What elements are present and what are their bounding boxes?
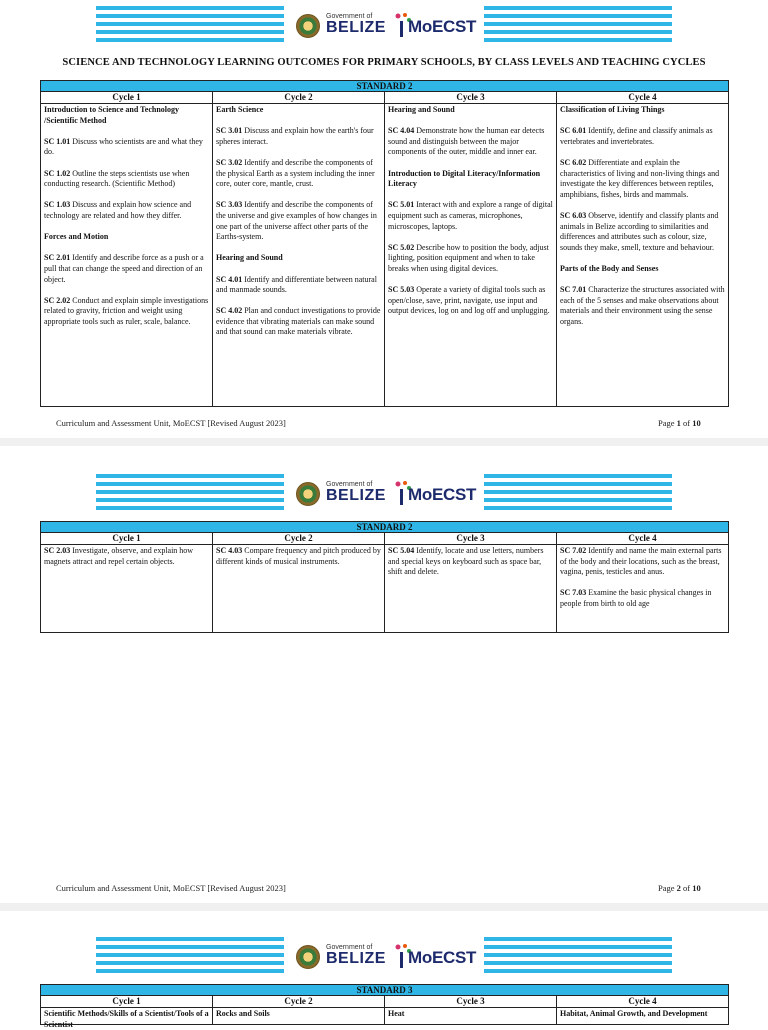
learning-outcome [388, 126, 553, 158]
outcome-cell [41, 545, 213, 633]
standard-heading: STANDARD 2 [41, 522, 729, 533]
document-page-3 [0, 905, 768, 1029]
outcome-cell [41, 104, 213, 407]
cycle-heading: Cycle 1 [41, 533, 213, 545]
outcome-code: SC 5.01 [388, 200, 415, 210]
outcome-cell [385, 104, 557, 407]
topic-heading: Hearing and Sound [388, 105, 455, 114]
learning-outcome [44, 253, 209, 285]
cycle-heading: Cycle 2 [213, 92, 385, 104]
cycle-heading: Cycle 3 [385, 92, 557, 104]
outcome-text: Identify and describe the components of the physical Earth as a system including the inner core, outer core, mantle, crust. [216, 157, 375, 189]
outcome-text: Conduct and explain simple investigations related to gravity, friction and weight using appropriate tools such as ruler, scale, balance. [44, 295, 209, 326]
learning-outcome [216, 200, 381, 242]
gov-big-text: BELIZE [326, 487, 386, 504]
cycle-heading: Cycle 4 [557, 996, 729, 1008]
gov-big-text: BELIZE [326, 950, 386, 967]
outcome-text: Identify, locate and use letters, numbers and special keys on keyboard such as space bar, shift and delete. [388, 546, 544, 577]
outcome-text: Investigate, observe, and explain how magnets attract and repel certain objects. [44, 546, 194, 566]
outcome-text: Characterize the structures associated with each of the 5 senses and make observations about materials and their environment using the sense organs. [560, 285, 725, 326]
outcome-text: Identify and describe force as a push or a pull that can change the speed and direction of an object. [44, 253, 204, 284]
header-stripes-right [484, 6, 672, 46]
outcome-text: Compare frequency and pitch produced by different kinds of musical instruments. [216, 546, 381, 566]
topic-heading: Scientific Methods/Skills of a Scientist/Tools of a Scientist [44, 1009, 209, 1029]
outcome-code: SC 1.02 [44, 168, 71, 178]
outcome-text: Identify and differentiate between natural and manmade sounds. [216, 274, 377, 295]
topic-heading: Parts of the Body and Senses [560, 263, 659, 273]
standard-heading: STANDARD 3 [41, 985, 729, 996]
cycle-heading: Cycle 2 [213, 996, 385, 1008]
learning-outcome [44, 296, 209, 328]
cycle-heading: Cycle 1 [41, 996, 213, 1008]
moecst-text: MoECST [408, 485, 477, 504]
page-header-banner [0, 470, 768, 518]
cycle-heading: Cycle 2 [213, 533, 385, 545]
cycle-heading: Cycle 1 [41, 92, 213, 104]
moecst-logo [394, 941, 480, 973]
outcomes-table-page-3 [40, 984, 729, 1029]
footer-page-number: Page 2 of 10 [658, 883, 701, 893]
outcome-text: Demonstrate how the human ear detects sound and distinguish between the major components of the outer, middle and inner ear. [388, 126, 545, 157]
outcome-text: Identify and describe the components of the universe and give examples of how changes in one part of the universe affect other parts of the Earths-system. [216, 200, 377, 242]
outcome-text: Describe how to position the body, adjust lighting, position equipment and when to take breaks when using digital devices. [388, 242, 549, 273]
outcome-code: SC 1.03 [44, 200, 71, 210]
outcome-cell [557, 545, 729, 633]
outcome-text: Identify and name the main external parts of the body and their locations, such as the breast, vagina, penis, testicles and anus. [560, 546, 722, 577]
belize-seal-icon [296, 945, 320, 969]
outcome-text: Observe, identify and classify plants and animals in Belize according to similarities and differences and attributes such as colour, size, sounds they make, smell, texture and behaviour. [560, 210, 719, 252]
learning-outcome [388, 243, 553, 275]
topic-heading: Earth Science [216, 105, 264, 114]
outcome-code: SC 6.01 [560, 126, 587, 136]
learning-outcome [216, 158, 381, 190]
learning-outcome [44, 546, 209, 567]
outcome-text: Identify, define and classify animals as vertebrates and invertebrates. [560, 126, 713, 146]
outcome-text: Interact with and explore a range of digital equipment such as cameras, microphones, microscopes, laptops. [388, 200, 553, 231]
outcome-code: SC 4.01 [216, 274, 243, 284]
header-stripes-left [96, 937, 284, 977]
outcome-cell [213, 104, 385, 407]
learning-outcome [216, 275, 381, 296]
learning-outcome [44, 169, 209, 190]
outcome-text: Plan and conduct investigations to provide evidence that vibrating materials can make sound and that sound can make materials vibrate. [216, 306, 381, 337]
page-header-banner [0, 933, 768, 981]
outcome-code: SC 3.03 [216, 200, 243, 210]
document-title: SCIENCE AND TECHNOLOGY LEARNING OUTCOMES FOR PRIMARY SCHOOLS, BY CLASS LEVELS AND TEACHING CYCLES [62, 57, 706, 68]
document-page-2 [0, 440, 768, 905]
outcome-code: SC 4.03 [216, 546, 243, 555]
topic-heading: Habitat, Animal Growth, and Development [560, 1009, 708, 1018]
learning-outcome [216, 126, 381, 147]
outcome-text: Discuss and explain how the earth's four spheres interact. [216, 126, 374, 146]
belize-seal-icon [296, 14, 320, 38]
outcome-text: Operate a variety of digital tools such as open/close, save, print, navigate, use input and output devices, log on and log off and unplugging. [388, 285, 550, 316]
government-of-belize-logo [296, 941, 386, 973]
outcome-code: SC 7.02 [560, 546, 587, 555]
outcome-code: SC 2.01 [44, 253, 71, 263]
outcome-text: Outline the steps scientists use when conducting research. (Scientific Method) [44, 168, 190, 189]
outcome-cell [213, 1008, 385, 1025]
outcome-code: SC 1.01 [44, 136, 71, 146]
outcome-code: SC 6.03 [560, 210, 587, 220]
gov-big-text: BELIZE [326, 19, 386, 36]
learning-outcome [560, 211, 725, 253]
learning-outcome [388, 285, 553, 317]
outcome-code: SC 7.03 [560, 588, 587, 598]
learning-outcome [560, 546, 725, 578]
topic-heading: Introduction to Science and Technology /Scientific Method [44, 105, 179, 125]
outcome-cell [385, 545, 557, 633]
outcome-code: SC 3.02 [216, 157, 243, 167]
outcome-code: SC 2.02 [44, 295, 71, 305]
gov-small-text: Government of [326, 944, 373, 951]
standard-heading: STANDARD 2 [41, 81, 729, 92]
footer-page-number: Page 1 of 10 [658, 418, 701, 428]
page-header-banner [0, 2, 768, 50]
footer-unit: Curriculum and Assessment Unit, MoECST [Revised August 2023] [56, 883, 286, 893]
outcome-code: SC 4.02 [216, 306, 243, 316]
document-page-1 [0, 0, 768, 440]
outcome-text: Examine the basic physical changes in people from birth to old age [560, 588, 712, 608]
outcome-code: SC 4.04 [388, 126, 415, 136]
topic-heading: Heat [388, 1009, 405, 1018]
footer-unit: Curriculum and Assessment Unit, MoECST [Revised August 2023] [56, 418, 286, 428]
learning-outcome [560, 285, 725, 327]
belize-seal-icon [296, 482, 320, 506]
outcomes-table-page-1 [40, 80, 729, 407]
outcome-code: SC 2.03 [44, 546, 71, 555]
moecst-text: MoECST [408, 948, 477, 967]
outcome-code: SC 5.04 [388, 546, 415, 555]
topic-heading: Introduction to Digital Literacy/Information Literacy [388, 168, 541, 189]
learning-outcome [560, 588, 725, 609]
outcome-text: Discuss and explain how science and technology are related and how they differ. [44, 200, 192, 220]
learning-outcome [388, 200, 553, 232]
header-stripes-left [96, 6, 284, 46]
government-of-belize-logo [296, 478, 386, 510]
topic-heading: Hearing and Sound [216, 253, 283, 263]
outcome-cell [213, 545, 385, 633]
outcome-text: Discuss who scientists are and what they do. [44, 136, 203, 157]
gov-small-text: Government of [326, 481, 373, 488]
outcome-code: SC 3.01 [216, 126, 243, 136]
learning-outcome [216, 546, 381, 567]
outcome-code: SC 5.03 [388, 285, 415, 295]
learning-outcome [388, 546, 553, 578]
header-stripes-left [96, 474, 284, 514]
outcome-code: SC 6.02 [560, 157, 587, 167]
header-stripes-right [484, 937, 672, 977]
topic-heading: Forces and Motion [44, 232, 109, 242]
learning-outcome [560, 158, 725, 200]
government-of-belize-logo [296, 10, 386, 42]
outcome-code: SC 5.02 [388, 242, 415, 252]
learning-outcome [560, 126, 725, 147]
outcome-code: SC 7.01 [560, 285, 587, 295]
moecst-logo [394, 478, 480, 510]
topic-heading: Classification of Living Things [560, 105, 665, 114]
outcome-cell [385, 1008, 557, 1025]
outcome-cell [41, 1008, 213, 1029]
cycle-heading: Cycle 3 [385, 533, 557, 545]
moecst-logo [394, 10, 480, 42]
topic-heading: Rocks and Soils [216, 1009, 270, 1018]
outcome-text: Differentiate and explain the characteristics of living and non-living things and investigate the key differences between reptiles, amphibians, fishes, birds and mammals. [560, 157, 720, 199]
cycle-heading: Cycle 4 [557, 533, 729, 545]
cycle-heading: Cycle 4 [557, 92, 729, 104]
gov-small-text: Government of [326, 13, 373, 20]
outcome-cell [557, 104, 729, 407]
learning-outcome [216, 306, 381, 338]
learning-outcome [44, 200, 209, 221]
cycle-heading: Cycle 3 [385, 996, 557, 1008]
learning-outcome [44, 137, 209, 158]
header-stripes-right [484, 474, 672, 514]
outcome-cell [557, 1008, 729, 1025]
moecst-text: MoECST [408, 17, 477, 36]
outcomes-table-page-2 [40, 521, 729, 633]
